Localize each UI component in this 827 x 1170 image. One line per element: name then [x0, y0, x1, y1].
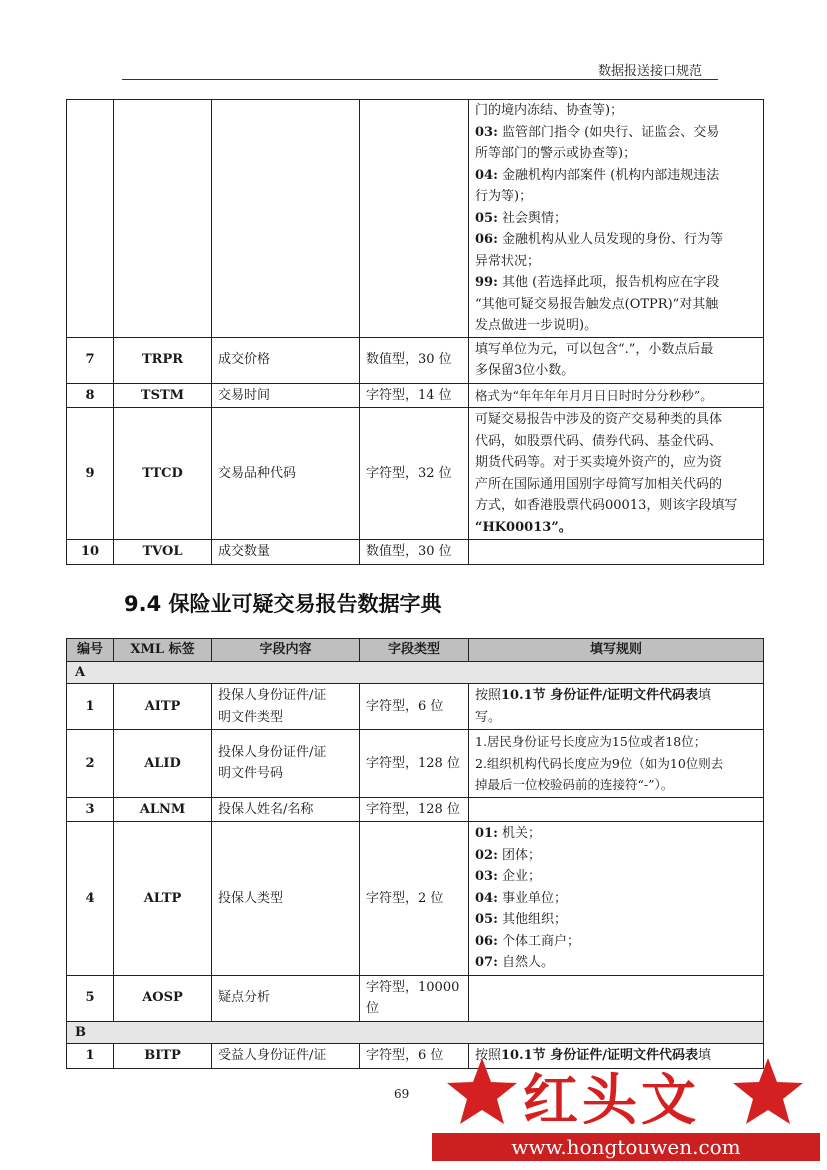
- cell-tag: AITP: [114, 684, 212, 730]
- cell-tag: TTCD: [114, 408, 212, 540]
- cell-content: 投保人类型: [212, 822, 360, 976]
- watermark-url: www.hongtouwen.com: [432, 1133, 820, 1161]
- cell-type: 字符型，10000 位: [360, 975, 469, 1021]
- table-row: [67, 337, 764, 383]
- table-row: [67, 100, 764, 338]
- cell-tag: BITP: [114, 1044, 212, 1069]
- table-row: [67, 383, 764, 408]
- rule-line: 04: 金融机构内部案件 (机构内部违规违法: [475, 167, 720, 183]
- rule-line: 05: 其他组织；: [475, 912, 568, 927]
- cell-content: 投保人身份证件/证 明文件类型: [212, 684, 360, 730]
- rule-line: 发点做进一步说明)。: [475, 318, 598, 333]
- cell-num: 3: [67, 797, 114, 822]
- cell-rule: 按照10.1节 身份证件/证明文件代码表填: [469, 1044, 764, 1069]
- rule-line: 门的境内冻结、协查等)；: [475, 103, 624, 118]
- cell-rule: [469, 797, 764, 822]
- column-header: 编号: [67, 639, 114, 662]
- star-icon: [447, 1058, 517, 1124]
- section-label: A: [67, 661, 764, 684]
- cell-tag: TVOL: [114, 540, 212, 565]
- table-row: [67, 822, 764, 976]
- cell-content: [212, 100, 360, 338]
- cell-tag: AOSP: [114, 975, 212, 1021]
- table-row: [67, 730, 764, 798]
- cell-num: 10: [67, 540, 114, 565]
- watermark-text: 红头文: [523, 1068, 701, 1132]
- cell-num: 9: [67, 408, 114, 540]
- cell-rule: 1.居民身份证号长度应为15位或者18位； 2.组织机构代码长度应为9位（如为10位则去 掉最后一位校验码前的连接符“-”）。: [469, 730, 764, 798]
- rule-line: “其他可疑交易报告触发点(OTPR)”对其触: [475, 296, 719, 312]
- cell-content: 投保人身份证件/证 明文件号码: [212, 730, 360, 798]
- cell-type: 字符型，6 位: [360, 684, 469, 730]
- cell-content: 成交数量: [212, 540, 360, 565]
- table-row: [67, 975, 764, 1021]
- cell-num: 5: [67, 975, 114, 1021]
- rule-line: 99: 其他 (若选择此项，报告机构应在字段: [475, 275, 720, 290]
- insurance-data-dictionary-table: [66, 638, 764, 1069]
- rule-line: 所等部门的警示或协查等)；: [475, 146, 637, 161]
- section-row: [67, 1021, 764, 1044]
- cell-rule: 按照10.1节 身份证件/证明文件代码表填 写。: [469, 684, 764, 730]
- cell-rule: 格式为“年年年年月月日日时时分分秒秒”。: [469, 383, 764, 408]
- rule-line: 行为等)；: [475, 189, 533, 204]
- section-heading: 9.4 保险业可疑交易报告数据字典: [124, 592, 442, 616]
- cell-content: 投保人姓名/名称: [212, 797, 360, 822]
- cell-content: 受益人身份证件/证: [212, 1044, 360, 1069]
- cell-type: [360, 100, 469, 338]
- table-header-row: [67, 639, 764, 662]
- cell-rule: [469, 540, 764, 565]
- column-header: 字段内容: [212, 639, 360, 662]
- running-header: 数据报送接口规范: [598, 64, 703, 79]
- cell-type: 字符型，128 位: [360, 797, 469, 822]
- cell-type: 字符型，128 位: [360, 730, 469, 798]
- cell-tag: ALNM: [114, 797, 212, 822]
- star-icon: [733, 1058, 803, 1124]
- cell-rule: [469, 975, 764, 1021]
- column-header: 字段类型: [360, 639, 469, 662]
- column-header: 填写规则: [469, 639, 764, 662]
- cell-rule: 填写单位为元，可以包含“.”，小数点后最 多保留3位小数。: [469, 337, 764, 383]
- page-number: 69: [394, 1087, 410, 1101]
- rule-line: 03: 监管部门指令 (如央行、证监会、交易: [475, 124, 720, 140]
- cell-type: 数值型，30 位: [360, 337, 469, 383]
- cell-num: 1: [67, 684, 114, 730]
- table-row: [67, 540, 764, 565]
- cell-rule: 可疑交易报告中涉及的资产交易种类的具体 代码，如股票代码、债券代码、基金代码、 期货代码等。对于买卖境外资产的，应为资 产所在国际通用国别字母简写加相关代码的 方式，如香港股票代码00013，则该字段填写 “HK00013”。: [469, 408, 764, 540]
- section-row: [67, 661, 764, 684]
- rule-line: 异常状况；: [475, 253, 541, 269]
- table-row: [67, 684, 764, 730]
- cell-tag: TRPR: [114, 337, 212, 383]
- rule-line: 04: 事业单位；: [475, 890, 568, 906]
- cell-content: 交易品种代码: [212, 408, 360, 540]
- cell-num: 7: [67, 337, 114, 383]
- rule-line: 06: 金融机构从业人员发现的身份、行为等: [475, 232, 724, 247]
- cell-content: 成交价格: [212, 337, 360, 383]
- cell-type: 字符型，2 位: [360, 822, 469, 976]
- rule-line: 03: 企业；: [475, 869, 542, 884]
- cell-num: [67, 100, 114, 338]
- table-row: [67, 408, 764, 540]
- rule-line: 05: 社会舆情；: [475, 210, 568, 226]
- cell-type: 字符型，14 位: [360, 383, 469, 408]
- cell-num: 1: [67, 1044, 114, 1069]
- rule-line: 02: 团体；: [475, 847, 542, 863]
- rule-line: 07: 自然人。: [475, 955, 555, 970]
- cell-tag: ALTP: [114, 822, 212, 976]
- cell-tag: TSTM: [114, 383, 212, 408]
- cell-content: 疑点分析: [212, 975, 360, 1021]
- cell-num: 8: [67, 383, 114, 408]
- column-header: XML 标签: [114, 639, 212, 662]
- cell-tag: [114, 100, 212, 338]
- cell-num: 2: [67, 730, 114, 798]
- cell-rule: [469, 100, 764, 338]
- table-continuation: [66, 99, 764, 565]
- header-divider: [122, 79, 718, 80]
- table-row: [67, 797, 764, 822]
- cell-num: 4: [67, 822, 114, 976]
- cell-tag: ALID: [114, 730, 212, 798]
- cell-content: 交易时间: [212, 383, 360, 408]
- cell-type: 字符型，6 位: [360, 1044, 469, 1069]
- rule-line: 01: 机关；: [475, 826, 542, 841]
- section-label: B: [67, 1021, 764, 1044]
- cell-rule: [469, 822, 764, 976]
- rule-line: 06: 个体工商户；: [475, 933, 581, 949]
- cell-type: 字符型，32 位: [360, 408, 469, 540]
- cell-type: 数值型，30 位: [360, 540, 469, 565]
